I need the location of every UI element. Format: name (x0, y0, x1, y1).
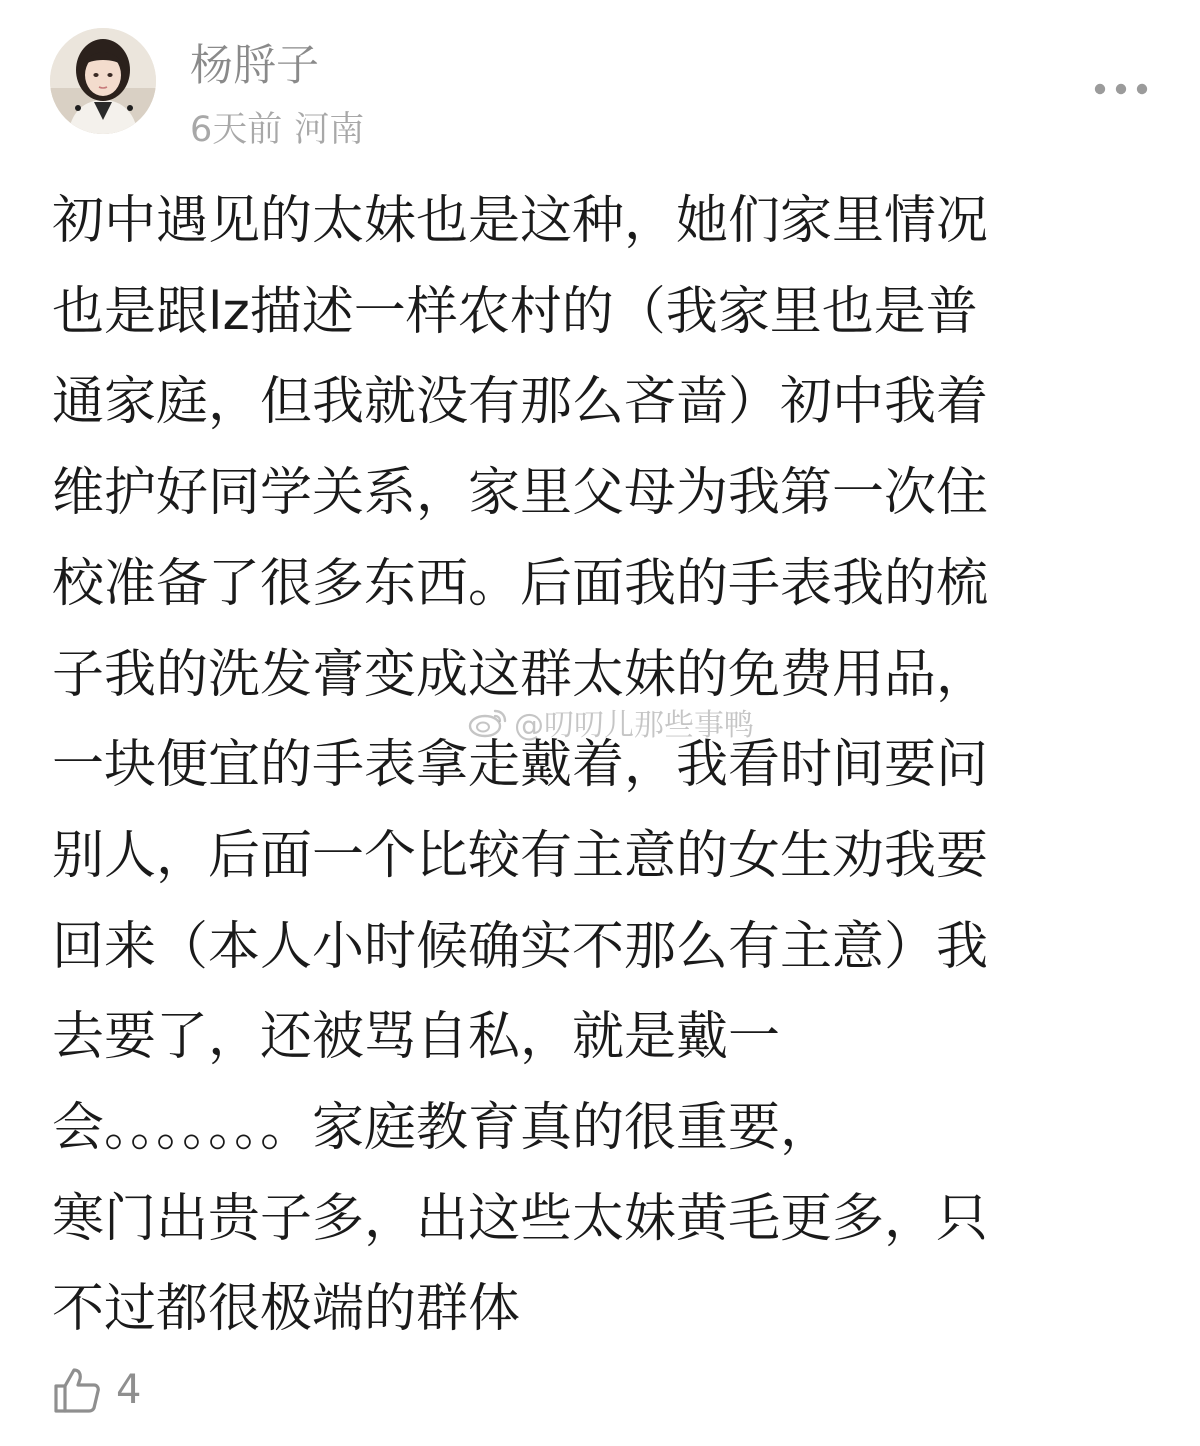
thumbs-up-icon (52, 1365, 102, 1415)
watermark (468, 700, 754, 744)
more-dots-icon (1092, 76, 1150, 102)
avatar-portrait-icon (50, 28, 156, 134)
author-name[interactable]: 杨脟子 (190, 41, 319, 91)
avatar[interactable] (50, 28, 156, 134)
post-header (50, 28, 1150, 152)
like-count: 4 (116, 1367, 142, 1413)
watermark-text: @叨叨儿那些事鸭 (514, 708, 754, 743)
like-button[interactable] (52, 1362, 141, 1418)
more-options-button[interactable] (1092, 76, 1150, 102)
post-location: 河南 (294, 110, 365, 150)
post-meta (190, 108, 364, 152)
post-time: 6天前 (190, 110, 283, 150)
post-content: 初中遇见的太妹也是这种，她们家里情况 也是跟lz描述一样农村的（我家里也是普 通家庭，但我就没有那么吝啬）初中我着 维护好同学关系，家里父母为我第一次住 校准备了很多东西。后面我的手表我的梳 子我的洗发膏变成这群太妹的免费用品， 一块便宜的手表拿走戴着，我看时间要问 别人，后面一个比较有主意的女生劝我要 回来（本人小时候确实不那么有主意）我 去要了，还被骂自私，就是戴一 会。。。。。。。家庭教育真的很重要， 寒门出贵子多，出这些太妹黄毛更多，只 不过都很极端的群体 (52, 191, 989, 1340)
weibo-logo-icon (468, 705, 508, 739)
